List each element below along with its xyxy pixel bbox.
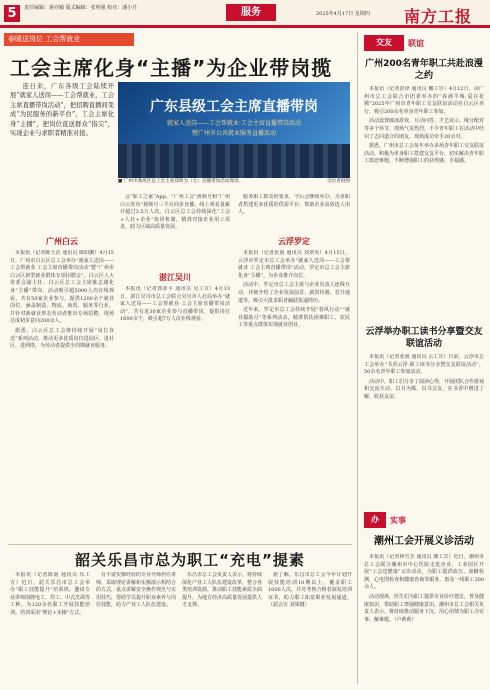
- page-number: 5: [4, 5, 20, 22]
- topic-bar: 春暖送岗位 工会帮就业: [4, 33, 134, 46]
- right-para-1: 本报讯（记者彭泽 通讯员 穗工宣）4月12日，由广州市总工会联合市团委举办的“春满羊城·爱在花城”2025年广州市青年职工交友联谊活动在白云区举行，吸引200余名单身青年职工参加。: [364, 86, 484, 115]
- col3-text: [238, 250, 350, 540]
- tag-ban-sub: 实事: [390, 515, 406, 525]
- section-rule: [8, 544, 352, 545]
- issue-date: 2025年4月17日 星期四: [316, 11, 370, 17]
- photo-credit: 受访者供图: [327, 179, 350, 184]
- crowd-image: [118, 144, 350, 178]
- col1-para-2: 据悉，白云区总工会将持续开展“岗位直送”系列活动，推动更多优质岗位进园区、进社区、进网络，为劳动者提供全周期就业服务。: [10, 327, 114, 350]
- photo-caption-row: [118, 178, 350, 188]
- right-headline-2: 云浮举办职工读书分享暨交友联谊活动: [365, 327, 483, 349]
- col1-para-1: 本报讯（记者陈玉洁 通讯员 陈阳鹏）4月15日，广州市白云区总工会举办“就家人送岗——工会帮就业 工会主席直播带岗活动”暨“广州市白云区新型就业群体专项招聘会”。白云区人大常委会副主任、白云区总工会主席陈志雄化身“主播”带岗，活动吸引超5000人次在线观看，共有50家企业参与，提供1200余个就业岗位，涵盖制造、物流、商贸、服务等行业，并针对新就业形态劳动者推出专场招聘，现场达成初步意向200余人。: [10, 250, 114, 325]
- right-para-3: 据悉，广州市总工会每年举办多场青年职工交友联谊活动，积极为单身职工搭建交友平台，切实解决青年职工婚恋难题，不断增强职工的获得感、幸福感。: [364, 143, 484, 165]
- right-text-2: [364, 354, 484, 504]
- livestream-banner-photo: [118, 82, 350, 178]
- right-para-4: 本报讯（记者张南 通讯员 云工宣）日前，云浮市总工会举办“书香云浮·职工读书分享暨交友联谊活动”，50余名青年职工参加活动。: [364, 354, 484, 376]
- col1-text: [10, 250, 114, 540]
- bottom-col3: 乐昌市总工会负责人表示，将持续深化产业工人队伍建设改革，整合各类培训资源，推动职工技能素质全面提升，为地方经济高质量发展提供人才支撑。: [182, 572, 262, 609]
- col2-text-top: 会“职工之家”App、“广州工会”视频号和“广州白云发布”视频号三平台同步直播，线上观看量累计超过3.5万人次。白云区总工会持续深化“工会+人社+企业”协同机制，精准对接企业用工需求，助力区域高质量发展。: [120, 194, 230, 231]
- banner-subtitle: 就家人送岗——工会帮就业·工会主席直播带岗活动: [167, 120, 301, 127]
- right-text-3: [364, 554, 484, 684]
- right-tag-row-2: [364, 510, 484, 530]
- col3-text-top: 服务职工群众的要求，今后会继续举办，为求职者搭建更多优质的供需平台，帮助企业高效选人用人。: [238, 194, 350, 216]
- banner-subtitle-2: 暨广州市公共就业服务直播活动: [191, 130, 276, 137]
- column-divider: [357, 32, 358, 684]
- photo-caption: ■ 广州市番禺区总工会主席郑明为（左）直播带岗活动现场。: [118, 179, 244, 184]
- lead-paragraph: 连日来，广东各级工会陆续开展“就家人送岗——工会帮就业，工会主席直播带岗活动”，把招聘直播间变成“为民服务的新平台”，工会主席化身“主播”，把岗位直送群众“指尖”，实现企业与求职者精准对接。: [10, 83, 114, 138]
- right-text-1: [364, 86, 484, 326]
- banner-title: 广东县级工会主席直播带岗: [150, 99, 318, 115]
- bottom-headline: 韶关乐昌市总为职工“充电”提素: [75, 551, 305, 569]
- right-para-7: 活动现场，医生们为职工提供专业诊疗建议，普及健康知识，帮助职工增强健康意识。潮州市总工会相关负责人表示，将持续推动服务下沉，用心用情为职工办实事、解难题。（卢莉莉）: [364, 593, 484, 623]
- right-para-6: 本报讯（记者林雪芳 通讯员 潮工宣）近日，潮州市总工会联合潮州市中心医院走进企业、工业园区开展“工会送健康”义诊活动，为职工提供血压、血糖检测，心电图检查和健康咨询等服务，惠及一线职工300余人。: [364, 554, 484, 591]
- newspaper-logo: 南方工报: [404, 7, 473, 26]
- right-para-5: 活动中，职工们分享了阅读心得，开展团队合作游戏和交流互动，以书为媒、以书会友，在书香中增进了解、收获友谊。: [364, 378, 484, 400]
- editor-credits: [24, 4, 214, 12]
- main-headline: 工会主席化身“主播”为企业带岗揽: [10, 56, 333, 80]
- bottom-col2: 有丰富实操经验的专业导师担任讲师，采取理论讲解和实操演示相结合的方式，重点讲解安全操作规范与实用技巧，帮助学员提升职业素养与岗位技能，助力产业工人队伍建设。: [96, 572, 176, 609]
- col1-subhead: 广州白云: [46, 237, 78, 246]
- tag-jiaoyou-sub: 联谊: [408, 38, 424, 48]
- col3-para-1: 本报讯（记者张南 通讯员 刘翠英）4月15日，云浮市罗定市总工会举办“就家人送岗——工会帮就业 工会主席直播带岗”活动，罗定市总工会主席化身“主播”，为企业推介岗位。: [238, 250, 350, 279]
- col3-subhead: 云浮罗定: [278, 237, 310, 246]
- right-para-2: 活动设置破冰游戏、互动问答、才艺展示、缘分配对等多个环节，现场气氛热烈，不少青年职工在活动中结识了志同道合的朋友，现场成功牵手20余对。: [364, 118, 484, 140]
- right-tag-row-1: [364, 33, 484, 53]
- col3-para-2: 活动中，罗定市总工会主席与企业负责人连线互动，详细介绍了企业发展前景、薪资待遇、晋升通道等，吸引大批求职者踊跃投递简历。: [238, 282, 350, 304]
- col2-text: 本报讯（记者郑沛平 通讯员 吴工宣）4月13日，湛江吴川市总工会联合吴川市人社局举办“就家人送岗——工会帮就业·工会主席直播带岗活动”，共有近30家企业参与直播带岗，提供岗位1600余个，吸引超7万人次在线观看。: [120, 286, 230, 323]
- col2-subhead: 湛江吴川: [159, 273, 191, 282]
- bottom-col1: 本报讯（记者陈南 通讯员 乐工宣）近日，韶关乐昌市总工会举办“职工技能提升”培训班，邀请专业讲师围绕电工、焊工、中式烹调等工种，为120余名职工开展技能培训。培训采用“理论+实操”方式。: [10, 572, 90, 616]
- right-headline-3: 潮州工会开展义诊活动: [374, 536, 474, 547]
- tag-jiaoyou: 交友: [364, 35, 404, 51]
- section-label: 服务: [226, 4, 276, 21]
- right-headline-1: 广州200名青年职工共赴浪漫之约: [365, 59, 483, 81]
- tag-ban: 办: [364, 512, 386, 528]
- lead-box: [10, 82, 114, 228]
- bottom-col4: 据了解，乐昌市总工会今年计划开展技能培训10期以上，覆盖职工1000人次，并对考核合格者颁发培训证书，助力职工拓宽职业发展通道。（韶会宣 刘梁键）: [268, 572, 352, 609]
- col3-para-3: 近年来，罗定市总工会持续开展“春风行动”“就业援助月”等系列活动，精准帮扶困难职工、农民工等重点群体实现就业创业。: [238, 307, 350, 329]
- credits-line: 责任编辑：蒋亦颖 版式编辑：张明强 校对：潘小升: [24, 5, 138, 11]
